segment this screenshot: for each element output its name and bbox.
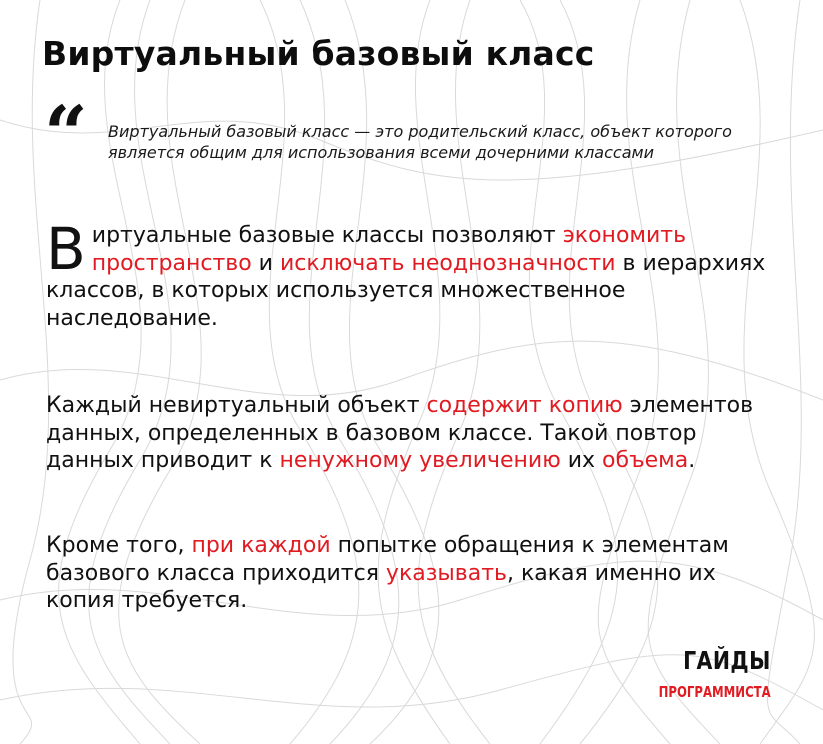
highlight-contains-copy: содержит копию bbox=[426, 393, 623, 418]
paragraph-access bbox=[46, 532, 786, 615]
highlight-unneeded-increase: ненужному увеличению bbox=[279, 448, 561, 473]
text-segment: попытке обращения к элементам базового класса приходится bbox=[46, 533, 729, 586]
brand-logo bbox=[627, 646, 771, 702]
text-segment: , какая именно их копия требуется. bbox=[46, 560, 716, 613]
paragraph-benefits bbox=[46, 215, 786, 332]
text-segment: и bbox=[251, 250, 280, 276]
paragraph-copies bbox=[46, 392, 786, 475]
text-segment: иртуальные базовые классы позволяют bbox=[91, 223, 563, 248]
text-segment: Каждый невиртуальный объект bbox=[46, 393, 427, 418]
highlight-specify: указывать bbox=[385, 560, 508, 586]
text-segment: в иерархиях классов, в которых используется множественное наследование. bbox=[46, 250, 766, 331]
quote-mark-icon: “ bbox=[44, 89, 88, 178]
page-title: Виртуальный базовый класс bbox=[42, 34, 595, 73]
brand-subtitle: ПРОГРАММИСТА bbox=[658, 683, 771, 701]
brand-title: ГАЙДЫ bbox=[683, 646, 771, 675]
highlight-volume: объема bbox=[602, 448, 689, 473]
highlight-each-attempt: при каждой bbox=[191, 533, 331, 558]
highlight-save-space: экономить пространство bbox=[91, 223, 687, 276]
text-segment: их bbox=[560, 448, 603, 473]
highlight-exclude-ambiguity: исключать неоднозначности bbox=[279, 250, 616, 276]
text-segment: Кроме того, bbox=[46, 533, 192, 558]
definition-quote: Виртуальный базовый класс — это родительский класс, объект которого является общим для использования всеми дочерними классами bbox=[108, 122, 732, 162]
dropcap-letter: В bbox=[46, 215, 86, 283]
text-segment: элементов данных, определенных в базовом классе. Такой повтор данных приводит к bbox=[46, 393, 754, 473]
text-segment: . bbox=[688, 448, 696, 473]
